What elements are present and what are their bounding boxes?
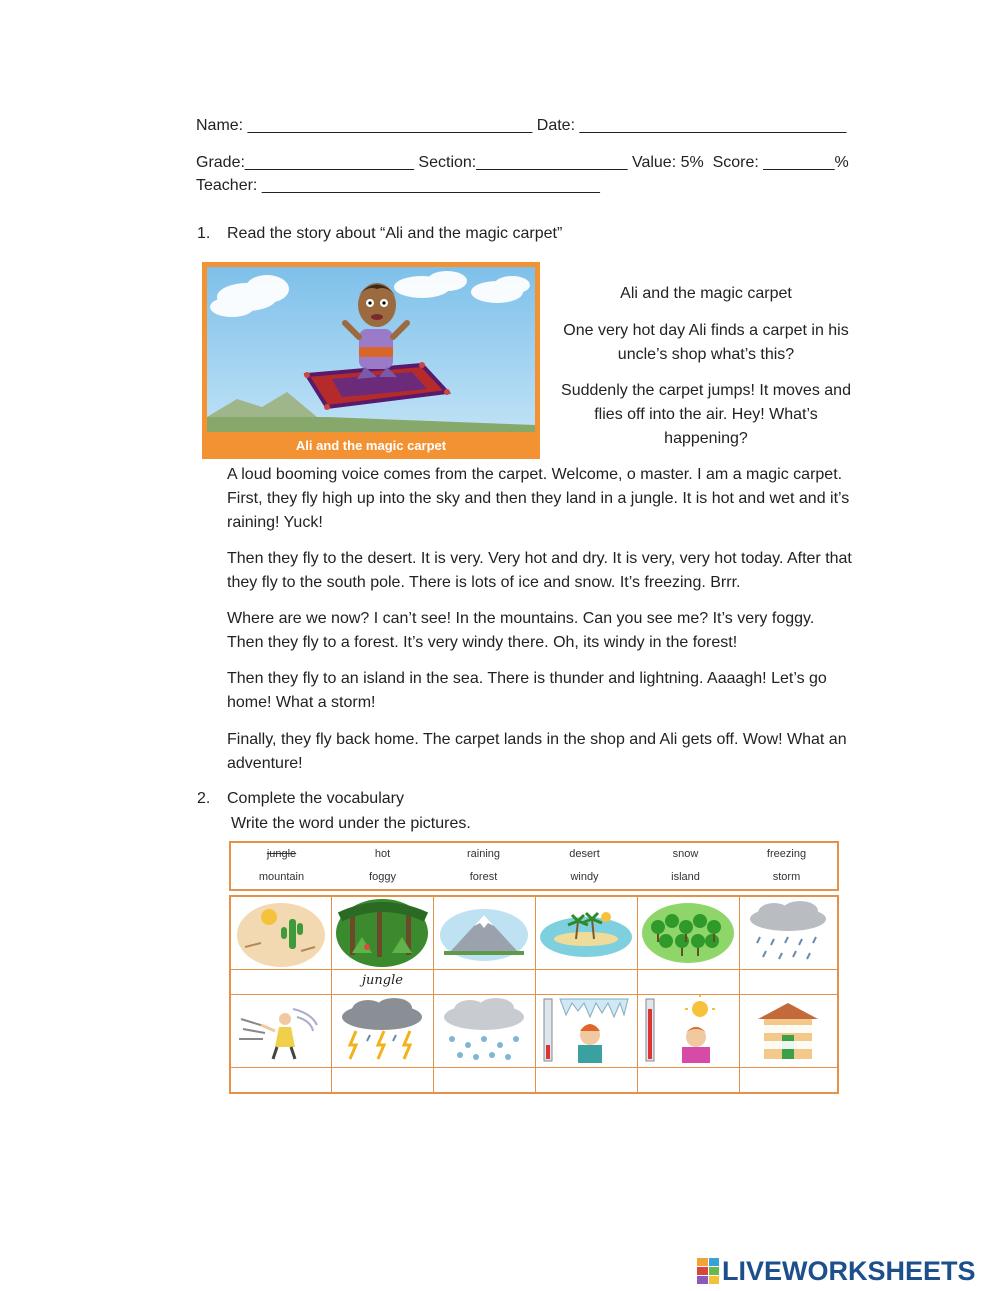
answer-cell-snow[interactable] (434, 1068, 536, 1092)
word-hot: hot (374, 848, 391, 860)
desert-picture (231, 897, 332, 970)
word-storm: storm (772, 871, 801, 883)
answer-cell-island[interactable] (536, 970, 638, 995)
word-freezing: freezing (766, 848, 807, 860)
word-jungle: jungle (266, 848, 297, 860)
section2-sub-instruction: Write the word under the pictures. (231, 815, 471, 832)
logo-text: LIVEWORKSHEETS (722, 1255, 976, 1286)
story-paragraph-3: Where are we now? I can’t see! In the mountains. Can you see me? It’s very foggy. Then they fly to a forest. It’s very windy there. Oh, its windy in the forest! (227, 610, 815, 651)
word-mountain: mountain (258, 871, 305, 883)
story-right-paragraph-1: One very hot day Ali finds a carpet in his uncle’s shop what’s this? (563, 322, 849, 363)
section2-instruction: Complete the vocabulary (227, 790, 404, 807)
island-picture (536, 897, 638, 970)
story-title: Ali and the magic carpet (620, 285, 792, 302)
answer-cell-windy[interactable] (231, 1068, 332, 1092)
story-paragraph-2: Then they fly to the desert. It is very. Very hot and dry. It is very, very hot today. After that they fly to the south pole. There is lots of ice and snow. It’s freezing. Brrr. (227, 550, 852, 591)
answer-cell-freezing[interactable] (536, 1068, 638, 1092)
story-illustration (202, 262, 540, 459)
magic-carpet-illustration (207, 267, 535, 432)
word-island: island (671, 871, 700, 883)
sky-scene (207, 267, 535, 432)
answer-cell-desert[interactable] (231, 970, 332, 995)
word-foggy: foggy (369, 871, 396, 883)
story-paragraph-4: Then they fly to an island in the sea. There is thunder and lightning. Aaaagh! Let’s go home! What a storm! (227, 670, 827, 711)
answer-cell-hot[interactable] (638, 1068, 740, 1092)
liveworksheets-logo[interactable] (697, 1254, 976, 1288)
answer-cell-storm[interactable] (332, 1068, 434, 1092)
storm-picture (332, 995, 434, 1068)
section2-number: 2. (197, 790, 211, 807)
hot-picture (638, 995, 740, 1068)
answer-cell-forest[interactable] (638, 970, 740, 995)
grade-section-score-line: Grade:___________________ Section:_________________ Value: 5% Score: ________% (196, 154, 849, 171)
word-forest: forest (469, 871, 498, 883)
mountain-picture (434, 897, 536, 970)
forest-picture (638, 897, 740, 970)
freezing-picture (536, 995, 638, 1068)
section1-instruction: Read the story about “Ali and the magic carpet” (227, 225, 563, 242)
story-right-paragraph-2: Suddenly the carpet jumps! It moves and flies off into the air. Hey! What’s happening? (561, 382, 851, 447)
answer-cell-raining[interactable] (740, 970, 837, 995)
name-date-line: Name: ________________________________ Date: ______________________________ (196, 117, 847, 134)
picture-table (229, 895, 839, 1094)
logo-mark-icon (697, 1258, 719, 1284)
answer-cell-mountain[interactable] (434, 970, 536, 995)
image-caption: Ali and the magic carpet (295, 438, 447, 453)
word-windy: windy (570, 871, 599, 883)
snow-picture (434, 995, 536, 1068)
story-paragraph-1: A loud booming voice comes from the carpet. Welcome, o master. I am a magic carpet. First, they fly high up into the sky and then they land in a jungle. It is hot and wet and it’s raining! Yuck! (227, 466, 850, 531)
word-bank (229, 841, 839, 891)
teacher-line: Teacher: ______________________________________ (196, 177, 600, 194)
section1-number: 1. (197, 225, 211, 242)
word-desert: desert (569, 848, 600, 860)
story-paragraph-5: Finally, they fly back home. The carpet lands in the shop and Ali gets off. Wow! What an adventure! (227, 731, 847, 772)
jungle-picture (332, 897, 434, 970)
windy-picture (231, 995, 332, 1068)
word-raining: raining (466, 848, 501, 860)
foggy-picture (740, 995, 837, 1068)
answer-cell-foggy[interactable] (740, 1068, 837, 1092)
answer-cell-jungle[interactable]: jungle (332, 970, 434, 995)
word-snow: snow (672, 848, 699, 860)
raining-picture (740, 897, 837, 970)
